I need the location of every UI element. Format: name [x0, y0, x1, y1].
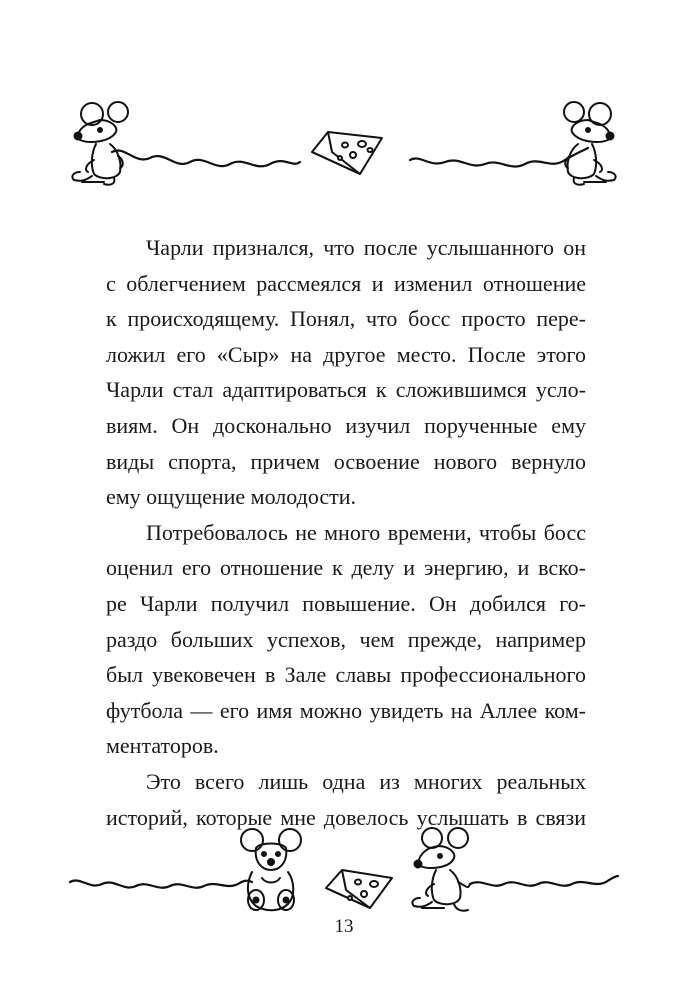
- cheese-icon: [326, 870, 392, 908]
- text-line: раздо больших успехов, чем прежде, например: [106, 626, 586, 652]
- mouse-icon: [412, 828, 470, 911]
- cheese-icon: [312, 132, 382, 174]
- text-line: Чарли признался, что после услышанного он: [146, 235, 586, 260]
- text-line: ему ощущение молодости.: [106, 484, 357, 510]
- text-line: Это всего лишь одна из многих реальных: [146, 768, 586, 794]
- text-line: виям. Он досконально изучил порученные ему: [106, 412, 586, 438]
- text-line: к происходящему. Понял, что босс просто пере-: [106, 306, 586, 332]
- text-line: с облегчением рассмеялся и изменил отношение: [106, 270, 586, 296]
- page-number: 13: [334, 916, 354, 937]
- paragraph: [106, 515, 586, 764]
- text-line: ментаторов.: [106, 733, 219, 759]
- wavy-tail-left: [70, 880, 252, 887]
- paragraph: [106, 230, 586, 515]
- wavy-tail-right: [470, 876, 618, 886]
- bottom-ornament: [0, 818, 688, 928]
- wavy-tail-right: [410, 148, 588, 167]
- body-text: [106, 230, 586, 835]
- text-line: оценил его отношение к делу и энергию, и вско-: [106, 555, 586, 581]
- text-line: ре Чарли получил повышение. Он добился го-: [106, 590, 586, 616]
- mouse-icon: [241, 829, 301, 910]
- text-line: ложил его «Сыр» на другое место. После этого: [106, 341, 586, 367]
- mouse-icon: [72, 102, 128, 185]
- text-line: Чарли стал адаптироваться к сложившимся усло-: [106, 377, 586, 403]
- text-line: историй, которые мне довелось услышать в связи: [106, 804, 586, 830]
- mouse-icon: [564, 102, 616, 185]
- text-line: был увековечен в Зале славы профессионального: [106, 662, 586, 688]
- top-ornament: [0, 90, 688, 200]
- text-line: футбола — его имя можно увидеть на Аллее ком-: [106, 697, 586, 723]
- wavy-tail-left: [112, 150, 300, 166]
- text-line: Потребовалось не много времени, чтобы босс: [146, 519, 586, 545]
- text-line: виды спорта, причем освоение нового вернуло: [106, 448, 586, 474]
